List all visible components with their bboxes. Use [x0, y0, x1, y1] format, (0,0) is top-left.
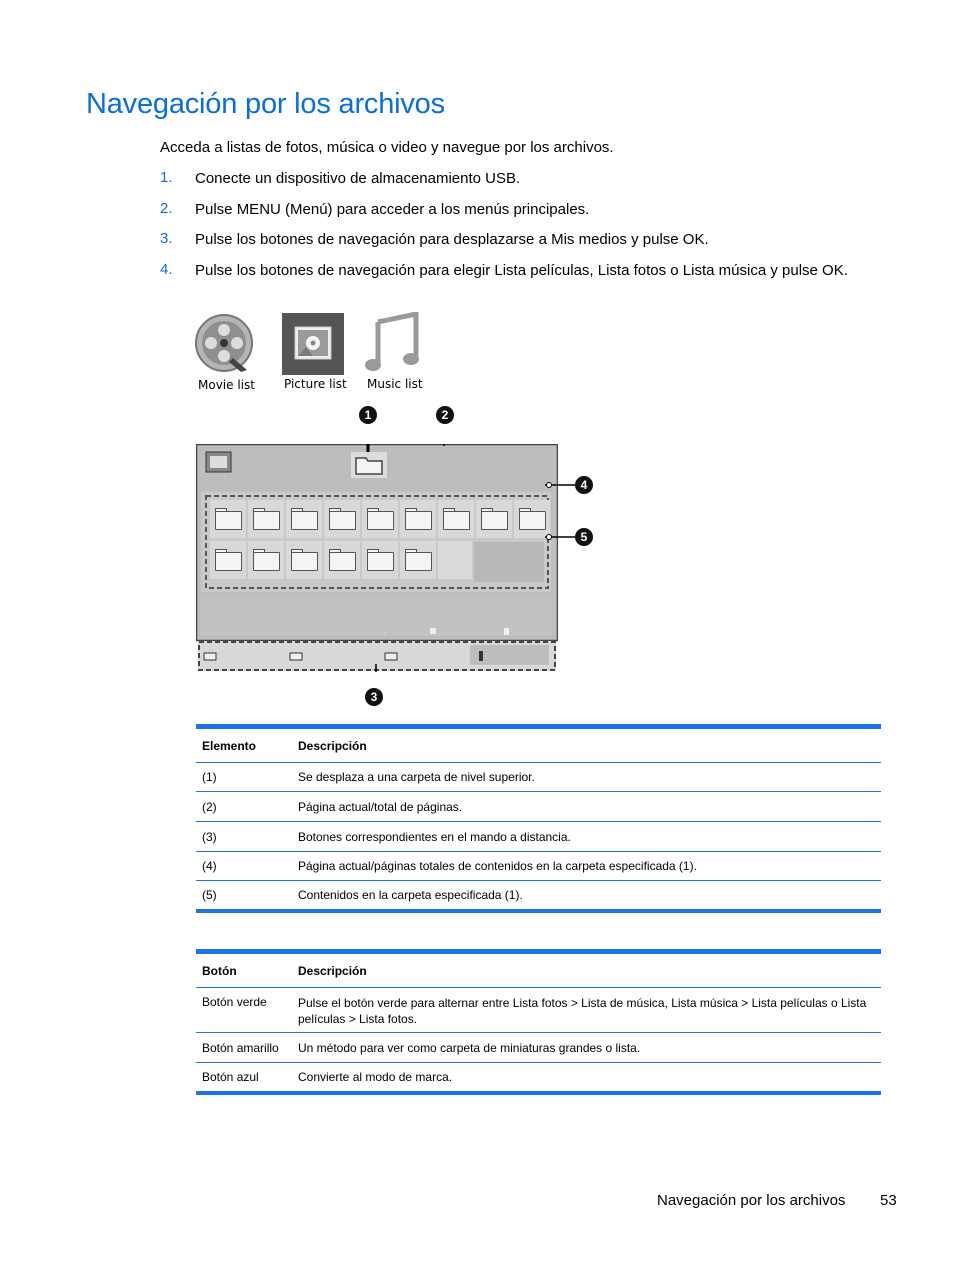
table-cell: (4): [196, 852, 292, 881]
folder-icon: [324, 500, 360, 538]
table-cell: Se desplaza a una carpeta de nivel superior.: [292, 763, 881, 792]
folder-icon: [438, 500, 474, 538]
table-header-row: [196, 727, 881, 763]
step-text: Pulse los botones de navegación para elegir Lista películas, Lista fotos o Lista música y pulse OK.: [195, 262, 848, 279]
file-browser-screen: [196, 444, 558, 672]
table-header: Botón: [196, 952, 292, 988]
folder-icon: [248, 541, 284, 579]
step-text: Pulse los botones de navegación para desplazarse a Mis medios y pulse OK.: [195, 231, 709, 248]
table-cell: Botón verde: [196, 988, 292, 1033]
table-row: [196, 792, 881, 822]
step-number: 3.: [160, 230, 173, 247]
table-row: [196, 1033, 881, 1063]
empty-tile: [438, 541, 472, 579]
table-cell: Botón amarillo: [196, 1033, 292, 1063]
callout-3: 3: [365, 688, 383, 706]
table-row: [196, 881, 881, 911]
music-note-icon: [364, 312, 420, 374]
table-row: [196, 822, 881, 852]
table-header: Descripción: [292, 952, 881, 988]
step-text: Pulse MENU (Menú) para acceder a los menús principales.: [195, 201, 590, 218]
music-list-label: Music list: [367, 377, 423, 391]
table-row: [196, 1063, 881, 1093]
picture-icon: [282, 313, 344, 375]
table-cell: Botones correspondientes en el mando a distancia.: [292, 822, 881, 852]
table-cell: Contenidos en la carpeta especificada (1).: [298, 887, 523, 902]
table-cell: (3): [196, 822, 292, 852]
table-cell: Página actual/páginas totales de contenidos en la carpeta especificada (1).: [292, 852, 881, 881]
folder-icon: [400, 500, 436, 538]
svg-text::: :: [384, 631, 386, 638]
footer-section-title: Navegación por los archivos: [657, 1192, 846, 1209]
table-row: [196, 852, 881, 881]
table-header-row: [196, 952, 881, 988]
movie-list-label: Movie list: [198, 378, 255, 392]
table-cell: Botón azul: [202, 1069, 259, 1084]
callout-4: 4: [575, 476, 593, 494]
folder-icon: [324, 541, 360, 579]
table-cell: Página actual/total de páginas.: [292, 792, 881, 822]
folder-icon: [286, 541, 322, 579]
step-number: 1.: [160, 169, 173, 186]
table-cell: (1): [196, 763, 292, 792]
table-cell: Un método para ver como carpeta de miniaturas grandes o lista.: [292, 1033, 881, 1063]
callout-5: 5: [575, 528, 593, 546]
folder-icon: [210, 541, 246, 579]
table-header: Elemento: [196, 727, 292, 763]
folder-icon: [476, 500, 512, 538]
folder-icon: [286, 500, 322, 538]
intro-text: Acceda a listas de fotos, música o video y navegue por los archivos.: [160, 139, 614, 156]
page-title: Navegación por los archivos: [86, 88, 445, 120]
step-text: Conecte un dispositivo de almacenamiento USB.: [195, 170, 521, 187]
buttons-table: [196, 949, 881, 1095]
elements-table: [196, 724, 881, 913]
picture-list-label: Picture list: [284, 377, 347, 391]
table-row: [196, 763, 881, 792]
folder-icon: [248, 500, 284, 538]
folder-icon: [400, 541, 436, 579]
table-cell: Pulse el botón verde para alternar entre Lista fotos > Lista de música, Lista música > Lista películas o Lista películas > Lista fotos.: [292, 988, 881, 1033]
table-cell: Convierte al modo de marca.: [298, 1069, 453, 1084]
step-number: 4.: [160, 261, 173, 278]
folder-icon: [210, 500, 246, 538]
step-number: 2.: [160, 200, 173, 217]
folder-icon: [362, 500, 398, 538]
film-reel-icon: [195, 312, 253, 374]
page-number: 53: [880, 1192, 897, 1209]
folder-icon: [362, 541, 398, 579]
table-header: Descripción: [292, 727, 881, 763]
table-row: [196, 988, 881, 1033]
table-cell: (5): [202, 887, 217, 902]
callout-1: 1: [359, 406, 377, 424]
callout-2: 2: [436, 406, 454, 424]
callout-leaders: [545, 476, 577, 546]
table-cell: (2): [196, 792, 292, 822]
